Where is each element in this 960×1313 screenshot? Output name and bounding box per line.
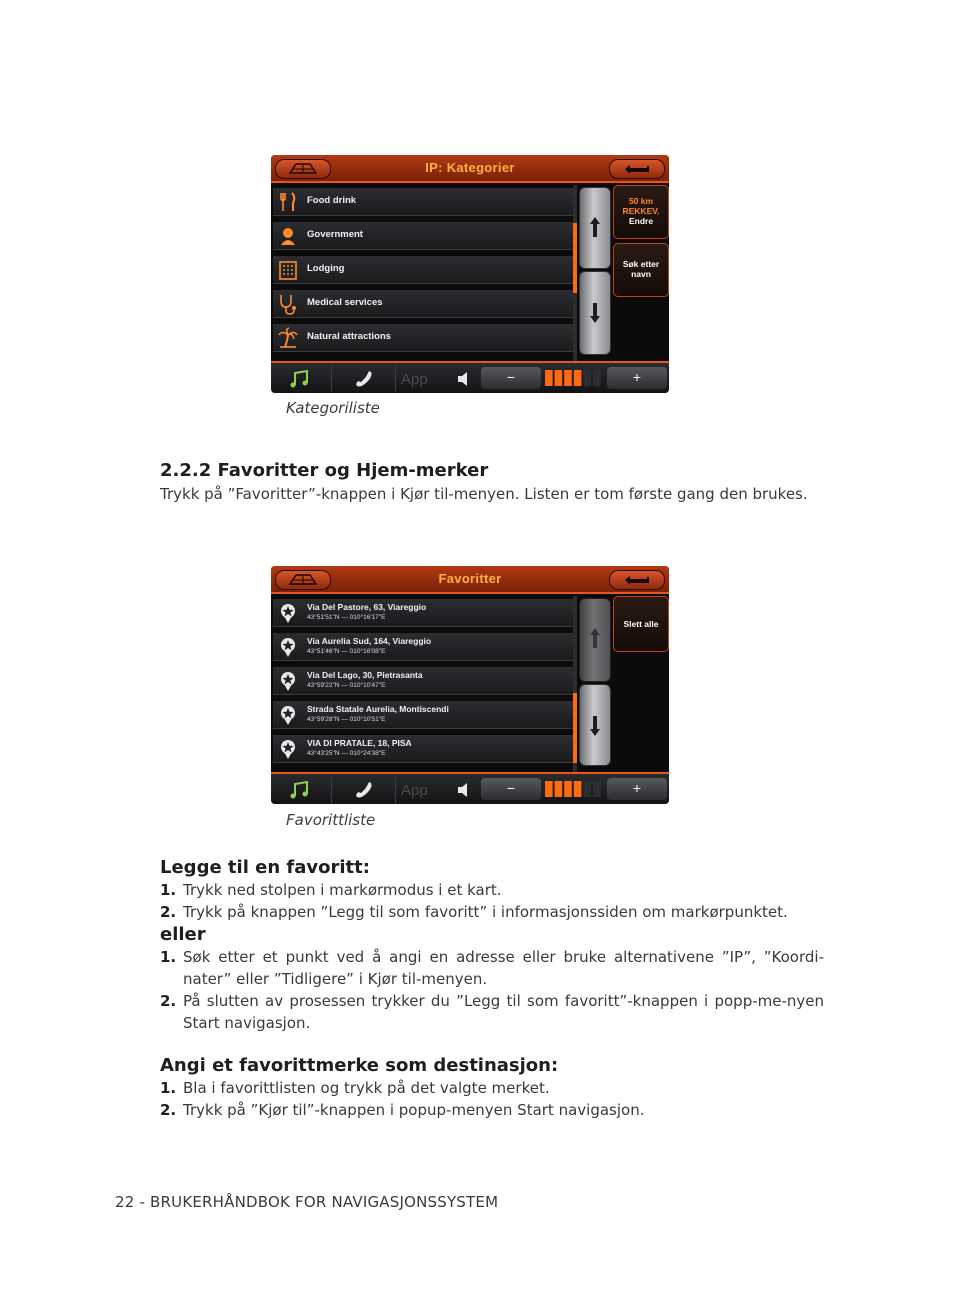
search-label-line2: navn [631,269,651,279]
favorite-name: Via Del Lago, 30, Pietrasanta [307,670,423,680]
screen-title: Favoritter [438,571,502,586]
screen-title-bar [271,566,669,594]
app-button[interactable]: App [401,371,428,388]
volume-bar [555,370,563,386]
volume-bar [545,781,553,797]
favorite-coordinates: 43°43'25"N — 010°24'38"E [307,750,386,757]
list-item[interactable] [271,664,575,698]
delete-all-label: Slett alle [623,619,659,629]
phone-button[interactable] [331,777,396,803]
speaker-icon [457,371,471,387]
favorites-list [271,596,575,766]
back-arrow-icon [610,571,664,589]
step-text: Søk etter et punkt ved å angi en adresse eller bruke alternativene ”IP”, ”Koordi-nater” eller ”Tidligere” i Kjør til-menyen. [183,948,824,988]
set-destination-heading: Angi et favorittmerke som destinasjon: [160,1055,559,1076]
list-item-label: Lodging [307,263,345,274]
add-favorite-heading: Legge til en favoritt: [160,857,370,878]
category-list [271,185,575,355]
step-item [160,990,824,1034]
music-button[interactable] [271,777,332,803]
step-item [160,946,824,990]
step-number: 1. [160,948,177,966]
favorite-name: Via Del Pastore, 63, Viareggio [307,602,427,612]
delete-all-button[interactable] [613,596,669,652]
back-button[interactable] [609,159,665,179]
volume-down-button[interactable]: − [481,778,541,800]
list-item[interactable] [271,253,575,287]
volume-level-bars [545,370,603,386]
phone-button[interactable] [331,366,396,392]
or-label: eller [160,924,206,945]
range-change-button[interactable] [613,185,669,239]
fork-knife-icon [277,191,299,213]
list-item[interactable] [271,185,575,219]
range-value: 50 km [628,196,654,206]
phone-icon [331,777,395,803]
scroll-down-button[interactable] [579,684,611,766]
arrow-up-icon [589,216,601,238]
list-item[interactable] [271,698,575,732]
step-number: 1. [160,881,177,899]
favorite-coordinates: 43°51'46"N — 010°16'08"E [307,648,386,655]
step-item [160,901,824,923]
list-item[interactable] [271,630,575,664]
scroll-down-button[interactable] [579,271,611,355]
step-item [160,1099,824,1121]
screen-title-bar [271,155,669,183]
favorite-pin-icon [277,670,299,692]
app-button[interactable]: App [401,782,428,799]
music-note-icon [271,777,331,803]
step-number: 2. [160,903,177,921]
favorites-list-screen [271,566,669,804]
arrow-up-icon [589,627,601,649]
search-by-name-button[interactable] [613,243,669,297]
step-text: På slutten av prosessen trykker du ”Legg til som favoritt”-knappen i popp-me-nyen Start navigasjon. [183,992,824,1032]
stethoscope-icon [277,293,299,315]
government-icon [277,225,299,247]
search-label-line1: Søk etter [622,259,660,269]
bottom-bar [271,772,669,804]
step-text: Bla i favorittlisten og trykk på det valgte merket. [183,1079,550,1097]
music-note-icon [271,366,331,392]
section-heading: 2.2.2 Favoritter og Hjem-merker [160,460,489,481]
music-button[interactable] [271,366,332,392]
back-arrow-icon [610,160,664,178]
favorite-name: Strada Statale Aurelia, Montiscendi [307,704,449,714]
list-item-label: Food drink [307,195,357,206]
range-change-label: Endre [628,216,654,226]
favorite-coordinates: 43°59'28"N — 010°10'51"E [307,716,386,723]
arrow-down-icon [589,302,601,324]
step-text: Trykk ned stolpen i markørmodus i et kart. [183,881,502,899]
volume-bar [564,370,572,386]
volume-bar [593,370,601,386]
favorite-name: VIA DI PRATALE, 18, PISA [307,738,412,748]
favorite-coordinates: 43°51'51"N — 010°16'17"E [307,614,386,621]
volume-level-bars [545,781,603,797]
lodging-icon [277,259,299,281]
volume-bar [555,781,563,797]
step-text: Trykk på knappen ”Legg til som favoritt” i informasjonssiden om markørpunktet. [183,903,788,921]
back-button[interactable] [609,570,665,590]
list-item[interactable] [271,321,575,355]
list-item[interactable] [271,219,575,253]
list-item-label: Natural attractions [307,331,391,342]
scroll-up-button[interactable] [579,598,611,682]
step-number: 1. [160,1079,177,1097]
volume-bar [574,781,582,797]
range-label: REKKEV. [622,206,660,216]
favorite-pin-icon [277,738,299,760]
favorite-pin-icon [277,704,299,726]
scroll-up-button[interactable] [579,187,611,269]
scrollbar-thumb[interactable] [573,223,577,293]
volume-down-button[interactable]: − [481,367,541,389]
list-item[interactable] [271,732,575,766]
volume-up-button[interactable]: + [607,367,667,389]
step-item [160,1077,824,1099]
phone-icon [331,366,395,392]
list-item-label: Government [307,229,363,240]
page-footer: 22 - BRUKERHÅNDBOK FOR NAVIGASJONSSYSTEM [115,1193,499,1211]
figure-caption: Favorittliste [286,811,376,829]
figure-caption: Kategoriliste [286,399,380,417]
volume-bar [545,370,553,386]
volume-bar [564,781,572,797]
volume-bar [583,370,591,386]
palm-tree-icon [277,327,299,349]
bottom-bar [271,361,669,393]
category-list-screen [271,155,669,393]
step-item [160,879,824,901]
speaker-icon [457,782,471,798]
volume-bar [593,781,601,797]
volume-bar [574,370,582,386]
arrow-down-icon [589,715,601,737]
favorite-name: Via Aurelia Sud, 164, Viareggio [307,636,432,646]
scrollbar-thumb[interactable] [573,693,577,763]
list-item[interactable] [271,596,575,630]
favorite-pin-icon [277,636,299,658]
favorite-pin-icon [277,602,299,624]
step-number: 2. [160,1101,177,1119]
volume-bar [583,781,591,797]
list-item-label: Medical services [307,297,383,308]
favorite-coordinates: 43°59'22"N — 010°10'47"E [307,682,386,689]
section-intro: Trykk på ”Favoritter”-knappen i Kjør til-menyen. Listen er tom første gang den brukes. [160,485,808,503]
step-number: 2. [160,992,177,1010]
step-text: Trykk på ”Kjør til”-knappen i popup-menyen Start navigasjon. [183,1101,645,1119]
screen-title: IP: Kategorier [425,160,515,175]
volume-up-button[interactable]: + [607,778,667,800]
list-item[interactable] [271,287,575,321]
